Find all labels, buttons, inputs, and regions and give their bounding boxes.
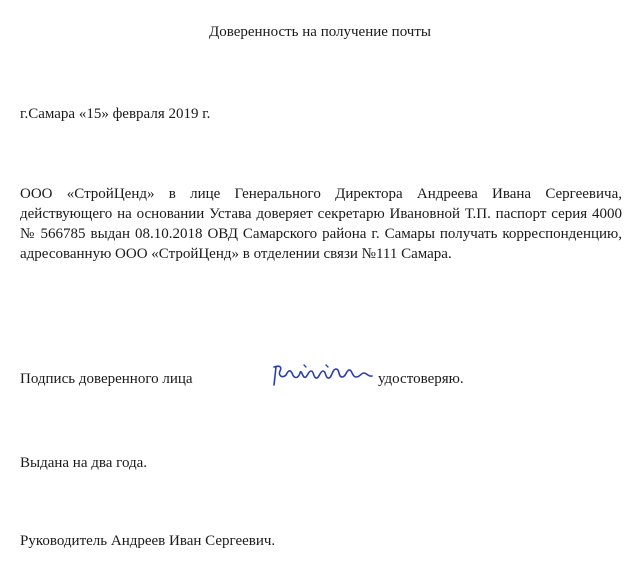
signature-label: Подпись доверенного лица <box>20 371 193 387</box>
document-title: Доверенность на получение почты <box>208 24 431 40</box>
validity-period: Выдана на два года. <box>20 455 148 471</box>
handwritten-signature <box>270 357 382 393</box>
document-body: ООО «СтройЦенд» в лице Генерального Директора Андреева Ивана Сергеевича, действующего на основании Устава доверяет секретарю Ивановной Т.П. паспорт серия 4000 № 566785 выдан 08.10.2018 ОВД Самарского района г. Самары получать корреспонденцию, адресованную ООО «СтройЦенд» в отделении связи №111 Самара. <box>20 186 622 262</box>
signature-certification: удостоверяю. <box>378 371 464 387</box>
director-signature-line: Руководитель Андреев Иван Сергеевич. <box>20 533 276 549</box>
place-and-date: г.Самара «15» февраля 2019 г. <box>20 106 211 122</box>
